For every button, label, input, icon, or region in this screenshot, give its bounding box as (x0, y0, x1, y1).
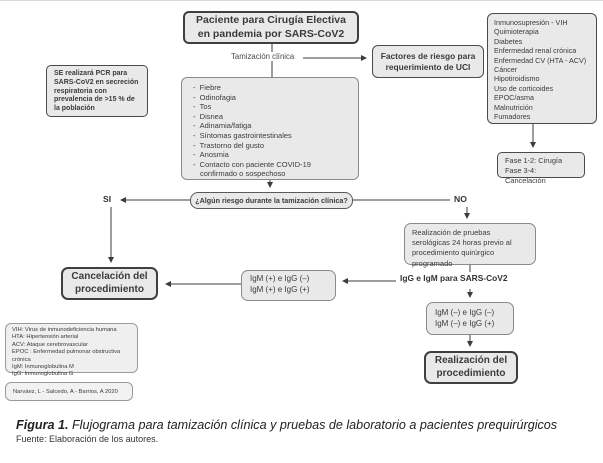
symptom-list-node (181, 77, 359, 180)
list-item: IgG: Inmunoglobulina G (12, 371, 74, 378)
serology-test-node: Realización de pruebas serológicas 24 horas previo al procedimiento quirúrgico programado (404, 223, 536, 265)
list-item: - Contacto con paciente COVID-19 confirmado o sospechoso (190, 160, 350, 179)
list-item: Fase 1-2: Cirugía (505, 156, 563, 165)
procedure-node: Realización del procedimiento (424, 351, 518, 384)
figure-number: Figura 1. (16, 418, 69, 432)
list-item: Inmunosupresión - VIH (494, 18, 568, 27)
abbreviation-legend (5, 323, 138, 378)
branch-label-yes: SI (103, 194, 112, 204)
list-item: - Disnea (190, 112, 350, 122)
list-item: IgM (+) e IgG (–) (250, 274, 310, 283)
list-item: - Trastorno del gusto (190, 141, 350, 151)
list-item: HTA: Hipertensión arterial (12, 334, 79, 341)
igg-igm-label: IgG e IgM para SARS-CoV2 (400, 273, 508, 283)
start-node: Paciente para Cirugía Electiva en pandemia por SARS-CoV2 (183, 11, 359, 44)
list-item: ACV: Ataque cerebrovascular (12, 341, 88, 348)
figure-caption (16, 418, 591, 432)
list-item: VIH: Virus de inmunodeficiencia humana (12, 327, 117, 333)
list-item: - Adinamia/fatiga (190, 121, 350, 131)
authors-note: Narváez, L - Salcedo, A - Barrios, A 2020 (5, 382, 133, 401)
caption-area (16, 418, 591, 444)
list-item: - Síntomas gastrointestinales (190, 131, 350, 141)
list-item: IgM (–) e IgG (+) (435, 319, 495, 328)
list-item: Fumadores (494, 112, 531, 122)
list-item: EPOC : Enfermedad pulmonar obstructiva crónica (12, 349, 121, 363)
list-item: Hipotiroidismo (494, 74, 540, 84)
list-item: Malnutrición (494, 102, 533, 112)
clinical-screening-label: Tamización clínica (231, 52, 295, 61)
list-item: Uso de corticoides (494, 83, 554, 93)
list-item: IgM (+) e IgG (+) (250, 284, 310, 294)
figure-caption-text: Flujograma para tamización clínica y pruebas de laboratorio a pacientes prequirúrgicos (68, 418, 558, 432)
positive-serology-node (241, 270, 336, 301)
list-item: IgM: Inmunoglobulina M (12, 364, 74, 371)
figure-source: Fuente: Elaboración de los autores. (16, 434, 159, 444)
list-item: Diabetes (494, 36, 523, 46)
negative-serology-node (426, 302, 514, 335)
cancellation-node: Cancelación del procedimiento (61, 267, 158, 300)
list-item: EPOC/asma (494, 93, 534, 103)
list-item: - Anosmia (190, 150, 350, 160)
list-item: Quimioterapia (494, 27, 539, 37)
list-item: - Tos (190, 102, 350, 112)
phase-rules-node (497, 152, 585, 185)
list-item: IgM (–) e IgG (–) (435, 308, 495, 317)
branch-label-no: NO (454, 194, 467, 204)
list-item: Fase 3-4: Cancelación (505, 165, 546, 185)
list-item: Cáncer (494, 65, 518, 75)
decision-node: ¿Algún riesgo durante la tamización clínica? (190, 192, 353, 209)
list-item: Enfermedad CV (HTA - ACV) (494, 55, 587, 65)
icu-risk-factor-list (487, 13, 597, 124)
list-item: - Odinofagia (190, 93, 350, 103)
icu-risk-node: Factores de riesgo para requerimiento de UCI (372, 45, 484, 78)
list-item: - Fiebre (190, 83, 350, 93)
pcr-note-node: SE realizará PCR para SARS-CoV2 en secreción respiratoria con prevalencia de >15 % de la población (46, 65, 148, 117)
list-item: Enfermedad renal crónica (494, 46, 577, 56)
